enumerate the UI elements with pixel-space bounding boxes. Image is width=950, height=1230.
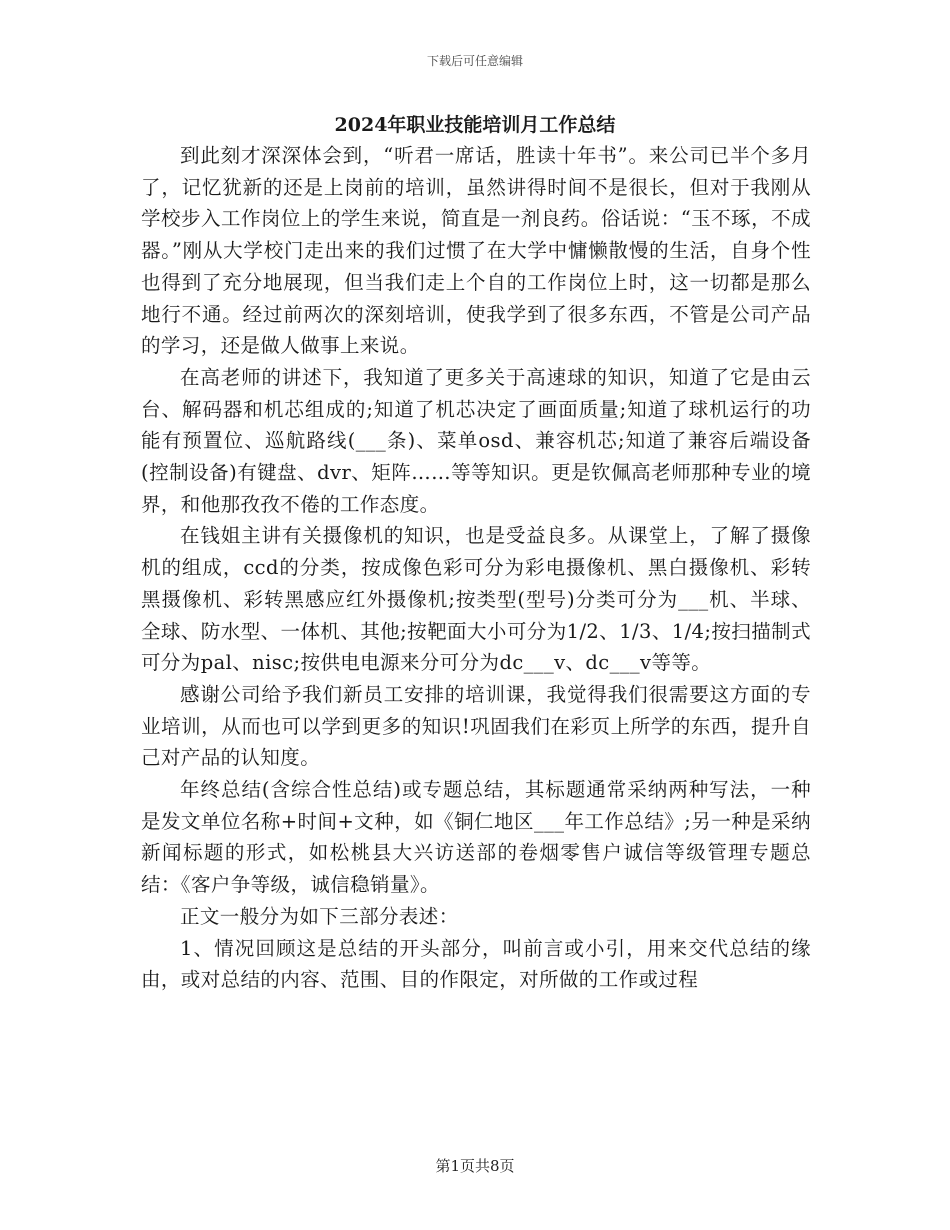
paragraph-7: 1、情况回顾这是总结的开头部分，叫前言或小引，用来交代总结的缘由，或对总结的内容、范围、目的作限定，对所做的工作或过程 [141, 936, 811, 992]
document-body [141, 140, 811, 996]
document-title: 2024年职业技能培训月工作总结 [334, 114, 616, 136]
page-footer: 第1页共8页 [435, 1157, 515, 1175]
paragraph-1: 到此刻才深深体会到，“听君一席话，胜读十年书”。来公司已半个多月了，记忆犹新的还是上岗前的培训，虽然讲得时间不是很长，但对于我刚从学校步入工作岗位上的学生来说，简直是一剂良药。俗话说：“玉不琢，不成器。”刚从大学校门走出来的我们过惯了在大学中慵懒散慢的生活，自身个性也得到了充分地展现，但当我们走上个自的工作岗位上时，这一切都是那么地行不通。经过前两次的深刻培训，使我学到了很多东西，不管是公司产品的学习，还是做人做事上来说。 [141, 144, 811, 358]
paragraph-5: 年终总结(含综合性总结)或专题总结，其标题通常采纳两种写法，一种是发文单位名称+时间+文种，如《铜仁地区___年工作总结》;另一种是采纳新闻标题的形式，如松桃县大兴访送部的卷烟零售户诚信等级管理专题总结：《客户争等级，诚信稳销量》。 [141, 778, 811, 897]
header-note: 下载后可任意编辑 [426, 54, 523, 68]
paragraph-2: 在高老师的讲述下，我知道了更多关于高速球的知识，知道了它是由云台、解码器和机芯组成的;知道了机芯决定了画面质量;知道了球机运行的功能有预置位、巡航路线(___条)、菜单osd、兼容机芯;知道了兼容后端设备(控制设备)有键盘、dvr、矩阵……等等知识。更是钦佩高老师那种专业的境界，和他那孜孜不倦的工作态度。 [141, 365, 811, 516]
paragraph-3: 在钱姐主讲有关摄像机的知识，也是受益良多。从课堂上，了解了摄像机的组成，ccd的分类，按成像色彩可分为彩电摄像机、黑白摄像机、彩转黑摄像机、彩转黑感应红外摄像机;按类型(型号)分类可分为___机、半球、全球、防水型、一体机、其他;按靶面大小可分为1/2、1/3、1/4;按扫描制式可分为pal、nisc;按供电电源来分可分为dc___v、dc___v等等。 [141, 524, 811, 675]
paragraph-4: 感谢公司给予我们新员工安排的培训课，我觉得我们很需要这方面的专业培训，从而也可以学到更多的知识!巩固我们在彩页上所学的东西，提升自己对产品的认知度。 [141, 682, 811, 770]
paragraph-6: 正文一般分为如下三部分表述： [180, 904, 459, 928]
